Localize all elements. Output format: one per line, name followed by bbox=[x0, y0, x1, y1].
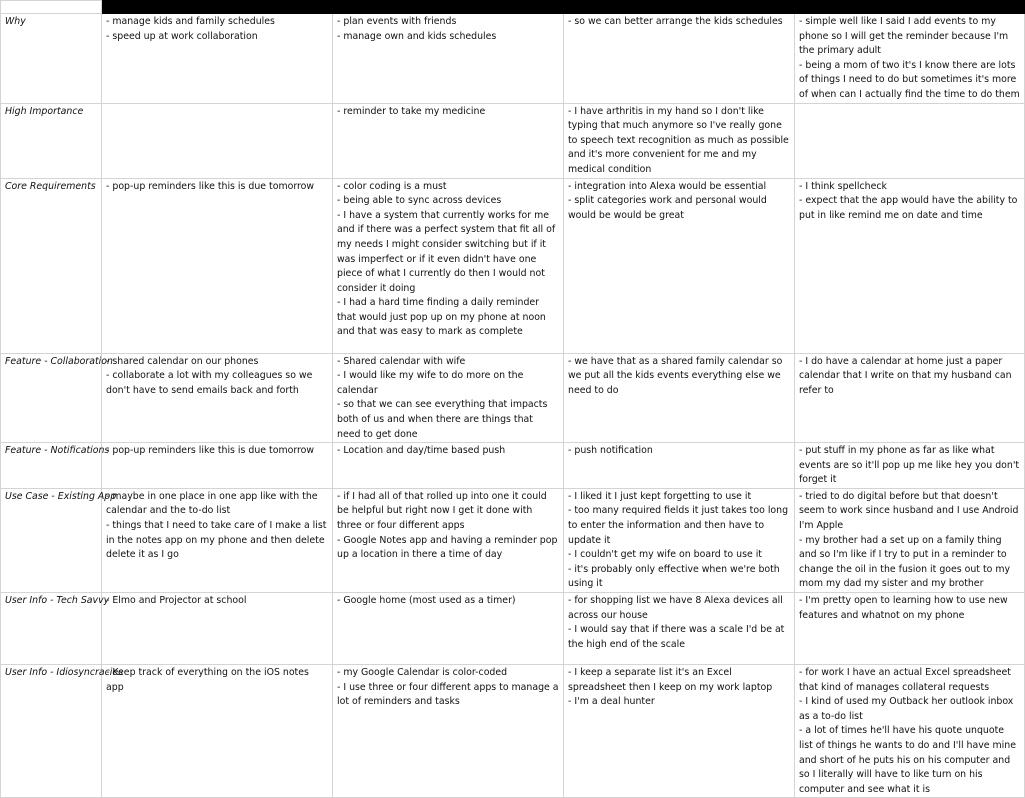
data-cell[interactable] bbox=[102, 665, 333, 798]
table-row bbox=[1, 178, 1025, 353]
cell-line: - I couldn't get my wife on board to use it bbox=[568, 549, 762, 561]
table-row bbox=[1, 103, 1025, 178]
row-label-cell[interactable]: User Info - Tech Savvy bbox=[1, 593, 102, 665]
cell-line: - I had a hard time finding a daily reminder that would just pop up on my phone at noon and that was easy to mark as complete bbox=[337, 297, 546, 338]
cell-line: - I have arthritis in my hand so I don't like typing that much anymore so I've really gone to speech text recognition as much as possible and it's more convenient for me and my medical condition bbox=[568, 105, 789, 175]
data-cell[interactable] bbox=[333, 488, 564, 592]
cell-line: - speed up at work collaboration bbox=[106, 30, 258, 42]
cell-line: - tried to do digital before but that doesn't seem to work since husband and I use Android I'm Apple bbox=[799, 490, 1019, 532]
cell-line: - Elmo and Projector at school bbox=[106, 595, 247, 607]
cell-line: - manage kids and family schedules bbox=[106, 16, 275, 27]
data-cell[interactable] bbox=[795, 14, 1025, 104]
table-row bbox=[1, 665, 1025, 798]
cell-line: - I liked it I just kept forgetting to use it bbox=[568, 490, 752, 502]
header-row bbox=[1, 1, 1025, 14]
row-label-cell[interactable]: Use Case - Existing App bbox=[1, 488, 102, 592]
data-cell[interactable] bbox=[333, 353, 564, 443]
data-cell[interactable] bbox=[795, 103, 1025, 178]
cell-line: - I do have a calendar at home just a paper calendar that I write on that my husband can refer to bbox=[799, 355, 1012, 396]
cell-line: - so that we can see everything that impacts both of us and when there are things that need to get done bbox=[337, 399, 548, 440]
cell-line: - I use three or four different apps to manage a lot of reminders and tasks bbox=[337, 681, 559, 708]
table-row bbox=[1, 443, 1025, 489]
header-cell[interactable] bbox=[795, 1, 1025, 14]
data-cell[interactable] bbox=[564, 665, 795, 798]
cell-line: - we have that as a shared family calendar so we put all the kids events everything else we need to do bbox=[568, 355, 783, 396]
header-cell[interactable] bbox=[564, 1, 795, 14]
header-cell[interactable] bbox=[102, 1, 333, 14]
data-cell[interactable] bbox=[102, 443, 333, 489]
data-cell[interactable] bbox=[102, 178, 333, 353]
data-cell[interactable] bbox=[333, 593, 564, 665]
cell-line: - I have a system that currently works for me and if there was a perfect system that fit all of my needs I might consider switching but if it was imperfect or if it even didn't have one piece of what I currently do then I would not consider it doing bbox=[337, 209, 556, 294]
cell-line: - color coding is a must bbox=[337, 180, 447, 192]
cell-line: - my brother had a set up on a family thing and so I'm like if I try to put in a reminder to change the oil in the fusion it goes out to my mom my dad my sister and my brother bbox=[799, 534, 1011, 590]
data-cell[interactable] bbox=[564, 103, 795, 178]
row-label-cell[interactable]: Feature - Notifications bbox=[1, 443, 102, 489]
cell-line: - so we can better arrange the kids schedules bbox=[568, 16, 783, 27]
data-cell[interactable] bbox=[102, 103, 333, 178]
data-cell[interactable] bbox=[564, 14, 795, 104]
cell-line: - plan events with friends bbox=[337, 16, 457, 27]
row-label-cell[interactable]: High Importance bbox=[1, 103, 102, 178]
data-cell[interactable] bbox=[102, 488, 333, 592]
cell-line: - Location and day/time based push bbox=[337, 445, 506, 457]
data-cell[interactable] bbox=[795, 178, 1025, 353]
cell-line: - put stuff in my phone as far as like what events are so it'll pop up me like hey you don't forget it bbox=[799, 445, 1020, 486]
cell-line: - I think spellcheck bbox=[799, 180, 887, 192]
table-row bbox=[1, 14, 1025, 104]
data-cell[interactable] bbox=[102, 353, 333, 443]
data-cell[interactable] bbox=[333, 665, 564, 798]
cell-line: - manage own and kids schedules bbox=[337, 30, 497, 42]
cell-line: - reminder to take my medicine bbox=[337, 105, 486, 117]
row-label-cell[interactable]: User Info - Idiosyncracies bbox=[1, 665, 102, 798]
cell-line: - split categories work and personal would would be would be great bbox=[568, 195, 767, 221]
cell-line: - expect that the app would have the ability to put in like remind me on date and time bbox=[799, 195, 1018, 221]
cell-line: - push notification bbox=[568, 445, 653, 457]
data-cell[interactable] bbox=[564, 353, 795, 443]
header-corner-cell[interactable] bbox=[1, 1, 102, 14]
data-cell[interactable] bbox=[564, 593, 795, 665]
cell-line: - it's probably only effective when we're both using it bbox=[568, 563, 780, 590]
cell-line: - I would like my wife to do more on the calendar bbox=[337, 370, 524, 396]
cell-line: - I would say that if there was a scale I'd be at the high end of the scale bbox=[568, 624, 785, 650]
data-cell[interactable] bbox=[333, 103, 564, 178]
cell-line: - Google home (most used as a timer) bbox=[337, 595, 516, 607]
cell-line: - I kind of used my Outback her outlook inbox as a to-do list bbox=[799, 696, 1014, 722]
data-cell[interactable] bbox=[333, 178, 564, 353]
table-row bbox=[1, 353, 1025, 443]
data-cell[interactable] bbox=[333, 443, 564, 489]
cell-line: - pop-up reminders like this is due tomorrow bbox=[106, 445, 315, 457]
cell-line: - being a mom of two it's I know there are lots of things I need to do but sometimes it's more of when can I actually find the time to do them bbox=[799, 59, 1020, 100]
row-label-cell[interactable]: Feature - Collaboration bbox=[1, 353, 102, 443]
cell-line: - my Google Calendar is color-coded bbox=[337, 667, 508, 679]
cell-line: - pop-up reminders like this is due tomorrow bbox=[106, 180, 315, 192]
data-cell[interactable] bbox=[795, 593, 1025, 665]
cell-line: - I'm pretty open to learning how to use new features and whatnot on my phone bbox=[799, 595, 1008, 621]
data-cell[interactable] bbox=[564, 488, 795, 592]
table-row bbox=[1, 593, 1025, 665]
cell-line: - I'm a deal hunter bbox=[568, 696, 655, 708]
cell-line: - a lot of times he'll have his quote unquote list of things he wants to do and I'll have mine and short of he puts his on his computer and so I literally will have to like turn on his computer and see what it is bbox=[799, 725, 1016, 795]
row-label-cell[interactable]: Core Requirements bbox=[1, 178, 102, 353]
cell-line: - collaborate a lot with my colleagues so we don't have to send emails back and forth bbox=[106, 370, 313, 396]
header-cell[interactable] bbox=[333, 1, 564, 14]
cell-line: - if I had all of that rolled up into one it could be helpful but right now I get it done with three or four different apps bbox=[337, 490, 547, 532]
cell-line: - for shopping list we have 8 Alexa devices all across our house bbox=[568, 595, 783, 621]
data-cell[interactable] bbox=[795, 488, 1025, 592]
cell-line: - I keep a separate list it's an Excel spreadsheet then I keep on my work laptop bbox=[568, 667, 773, 693]
data-cell[interactable] bbox=[102, 593, 333, 665]
cell-line: - simple well like I said I add events to my phone so I will get the reminder because I'm the primary adult bbox=[799, 16, 1009, 57]
cell-line: - Shared calendar with wife bbox=[337, 355, 466, 367]
data-cell[interactable] bbox=[795, 665, 1025, 798]
cell-line: - for work I have an actual Excel spreadsheet that kind of manages collateral requests bbox=[799, 667, 1011, 693]
row-label-cell[interactable]: Why bbox=[1, 14, 102, 104]
cell-line: - shared calendar on our phones bbox=[106, 355, 259, 367]
cell-line: - too many required fields it just takes too long to enter the information and then have to update it bbox=[568, 505, 789, 546]
table-row bbox=[1, 488, 1025, 592]
cell-line: - maybe in one place in one app like with the calendar and the to-do list bbox=[106, 490, 318, 517]
data-cell[interactable] bbox=[795, 353, 1025, 443]
cell-line: - being able to sync across devices bbox=[337, 195, 502, 207]
data-cell[interactable] bbox=[564, 178, 795, 353]
cell-line: - Google Notes app and having a reminder pop up a location in there a time of day bbox=[337, 534, 558, 561]
data-cell[interactable] bbox=[564, 443, 795, 489]
cell-line: - integration into Alexa would be essential bbox=[568, 180, 767, 192]
data-cell[interactable] bbox=[102, 14, 333, 104]
data-cell[interactable] bbox=[795, 443, 1025, 489]
cell-line: - things that I need to take care of I make a list in the notes app on my phone and then delete delete it as I go bbox=[106, 520, 327, 561]
data-cell[interactable] bbox=[333, 14, 564, 104]
cell-line: - Keep track of everything on the iOS notes app bbox=[106, 667, 309, 693]
